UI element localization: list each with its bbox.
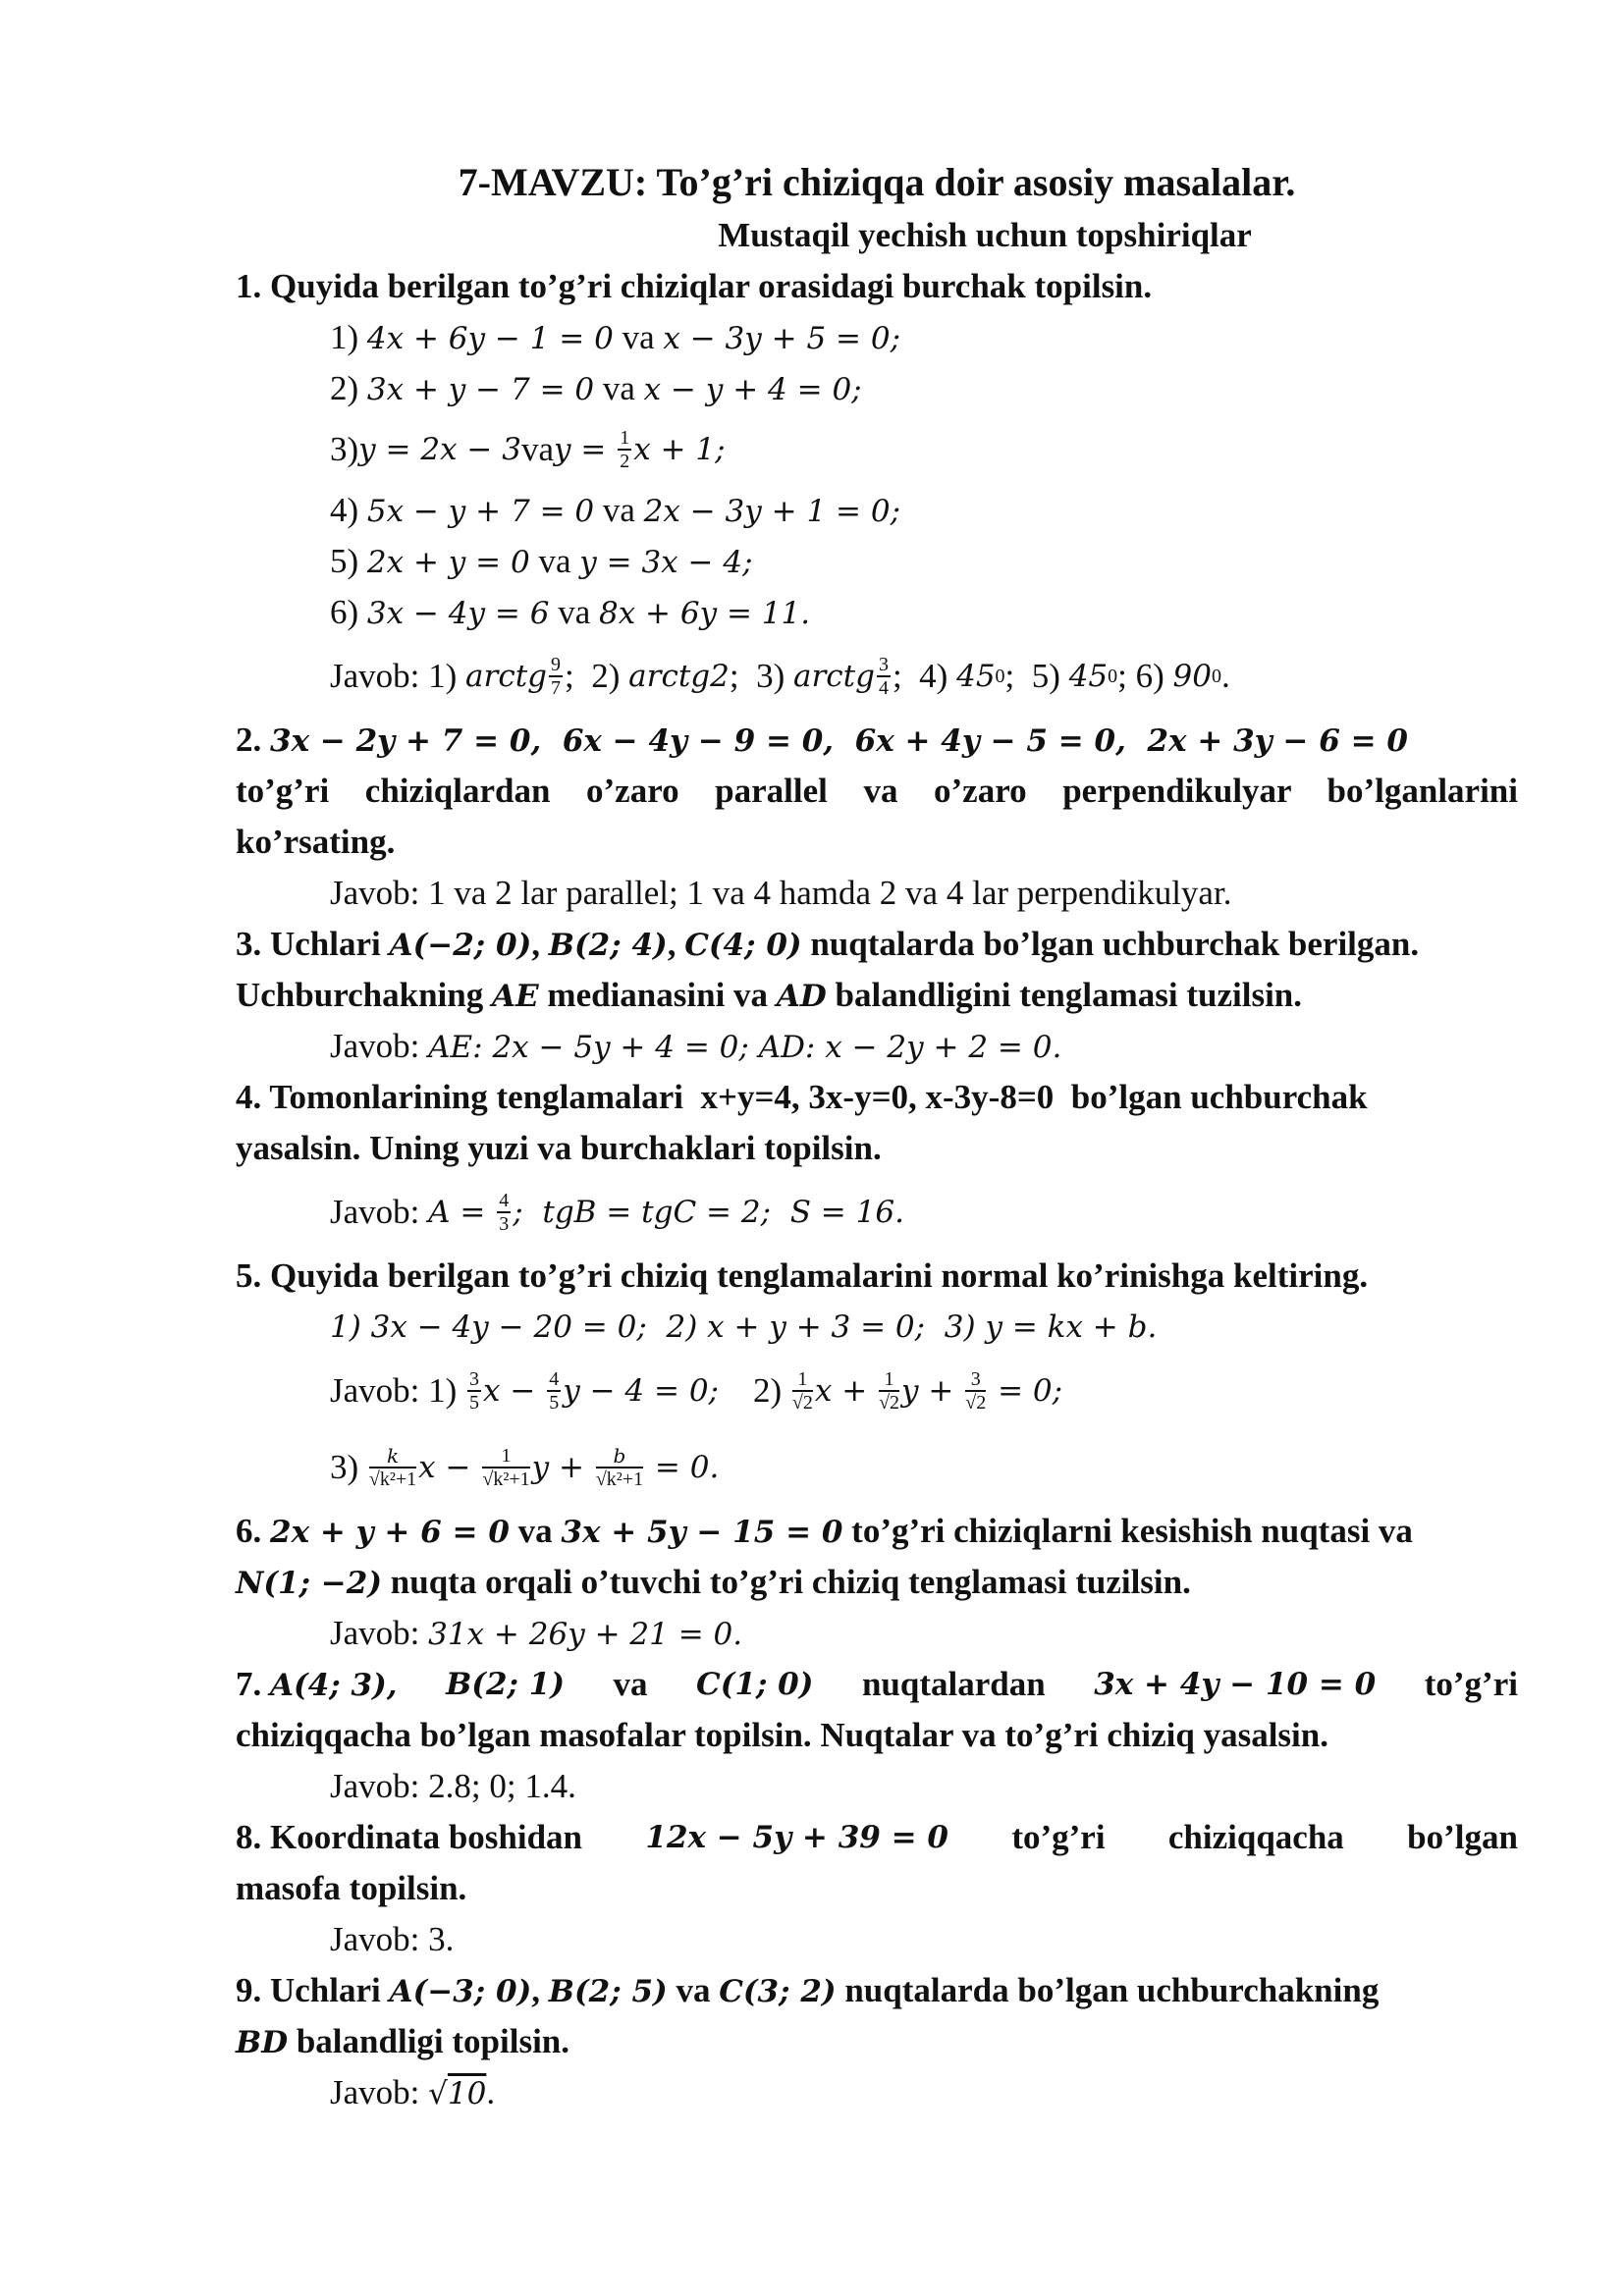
- problem-7-statement: chiziqqacha bo’lgan masofalar topilsin. Nuqtalar va to’g’ri chiziq yasalsin.: [236, 1716, 1328, 1754]
- problem-4-statement: 4. Tomonlarining tenglamalari x+y=4, 3x-y=0, x-3y-8=0 bo’lgan uchburchak: [236, 1078, 1368, 1116]
- fraction: $\frac{3}{4}$: [878, 654, 889, 699]
- fraction: $\frac{1}{2}$: [620, 427, 630, 472]
- sqrt-icon: √: [428, 2076, 448, 2111]
- problem-4-answer: Javob: A = $\frac{4}{3}$ ; tgB = tgC = 2; S = 16.: [330, 1190, 904, 1235]
- problem-5-items: 1) 3x − 4y − 20 = 0; 2) x + y + 3 = 0; 3) y = kx + b.: [330, 1309, 1158, 1345]
- fraction: $\frac{3}{√2}$: [965, 1368, 987, 1414]
- problem-3-statement: Uchburchakning AE medianasini va AD balandligini tenglamasi tuzilsin.: [236, 976, 1303, 1014]
- problem-5-answer: 3) $\frac{k}{\text{√k²+1}}$ x − $\frac{1}{\text{√k²+1}}$ y + $\frac{b}{\text{√k²+1}}$ = 0.: [330, 1444, 720, 1490]
- fraction: $\frac{1}{√2}$: [879, 1368, 900, 1414]
- problem-7-statement: 7. A(4; 3), B(2; 1) va C(1; 0) nuqtalardan 3x + 4y − 10 = 0 to’g’ri: [236, 1665, 1518, 1703]
- problem-4-statement: yasalsin. Uning yuzi va burchaklari topilsin.: [236, 1129, 882, 1167]
- fraction: $\frac{1}{\text{√k²+1}}$: [482, 1445, 530, 1490]
- document-body: [236, 261, 1518, 2118]
- fraction: $\frac{3}{5}$: [469, 1368, 480, 1414]
- problem-9-statement: 9. Uchlari A(−3; 0), B(2; 5) va C(3; 2) nuqtalarda bo’lgan uchburchakning: [236, 1971, 1380, 2009]
- problem-7-answer: Javob: 2.8; 0; 1.4.: [330, 1767, 576, 1805]
- problem-1-item: 1) 4x + 6y − 1 = 0 va x − 3y + 5 = 0;: [330, 318, 901, 356]
- fraction: $\frac{4}{5}$: [549, 1368, 560, 1414]
- fraction: $\frac{k}{\text{√k²+1}}$: [368, 1444, 417, 1490]
- problem-1-answer: Javob: 1) arctg $\frac{9}{7}$ ; 2) arctg2 ; 3) arctg $\frac{3}{4}$ ; 4) 45 0 ; 5) 45 0 ; 6) 90 0 .: [330, 654, 1230, 699]
- fraction: $\frac{b}{\text{√k²+1}}$: [595, 1444, 644, 1490]
- problem-2-statement: 2. 3x − 2y + 7 = 0, 6x − 4y − 9 = 0, 6x + 4y − 5 = 0, 2x + 3y − 6 = 0: [236, 721, 1408, 759]
- problem-1-item: 6) 3x − 4y = 6 va 8x + 6y = 11.: [330, 593, 811, 631]
- problem-8-statement: 8. Koordinata boshidan 12x − 5y + 39 = 0 to’g’ri chiziqqacha bo’lgan: [236, 1818, 1518, 1856]
- problem-3-answer: Javob: AE: 2x − 5y + 4 = 0; AD: x − 2y + 2 = 0.: [330, 1027, 1062, 1065]
- problem-9-answer: Javob: √10.: [330, 2073, 496, 2111]
- fraction: $\frac{1}{√2}$: [791, 1368, 813, 1414]
- problem-8-answer: Javob: 3.: [330, 1920, 455, 1958]
- problem-3-statement: 3. Uchlari A(−2; 0), B(2; 4), C(4; 0) nuqtalarda bo’lgan uchburchak berilgan.: [236, 925, 1420, 963]
- problem-2-statement: to’g’ri chiziqlardan o’zaro parallel va o’zaro perpendikulyar bo’lganlarini: [236, 772, 1518, 810]
- problem-2-answer: Javob: 1 va 2 lar parallel; 1 va 4 hamda 2 va 4 lar perpendikulyar.: [330, 874, 1232, 912]
- problem-6-statement: N(1; −2) nuqta orqali o’tuvchi to’g’ri chiziq tenglamasi tuzilsin.: [236, 1563, 1191, 1601]
- problem-5-heading: 5. Quyida berilgan to’g’ri chiziq tenglamalarini normal ko’rinishga keltiring.: [236, 1256, 1369, 1295]
- page-subtitle: Mustaqil yechish uchun topshiriqlar: [718, 216, 1252, 254]
- problem-1-item: 3) y = 2x − 3 va y = $\frac{1}{2}$ x + 1;: [330, 427, 726, 472]
- problem-1-item: 5) 2x + y = 0 va y = 3x − 4;: [330, 542, 753, 580]
- problem-5-answer: Javob: 1) $\frac{3}{5}$ x − $\frac{4}{5}$ y − 4 = 0; 2) $\frac{1}{√2}$ x + $\frac{1}{√2}$ y + $\frac{3}{√2}$ = 0;: [330, 1368, 1063, 1414]
- problem-6-answer: Javob: 31x + 26y + 21 = 0.: [330, 1614, 743, 1652]
- page-title: 7-MAVZU: To’g’ri chiziqqa doir asosiy masalalar.: [458, 160, 1296, 204]
- problem-1-item: 4) 5x − y + 7 = 0 va 2x − 3y + 1 = 0;: [330, 491, 901, 529]
- problem-1-heading: 1. Quyida berilgan to’g’ri chiziqlar orasidagi burchak topilsin.: [236, 267, 1153, 305]
- problem-1-item: 2) 3x + y − 7 = 0 va x − y + 4 = 0;: [330, 369, 862, 407]
- fraction: $\frac{4}{3}$: [499, 1190, 510, 1235]
- problem-8-statement: masofa topilsin.: [236, 1869, 467, 1907]
- problem-9-statement: BD balandligi topilsin.: [236, 2022, 570, 2060]
- fraction: $\frac{9}{7}$: [551, 654, 562, 699]
- problem-2-statement: ko’rsating.: [236, 823, 396, 861]
- problem-6-statement: 6. 2x + y + 6 = 0 va 3x + 5y − 15 = 0 to’g’ri chiziqlarni kesishish nuqtasi va: [236, 1512, 1413, 1550]
